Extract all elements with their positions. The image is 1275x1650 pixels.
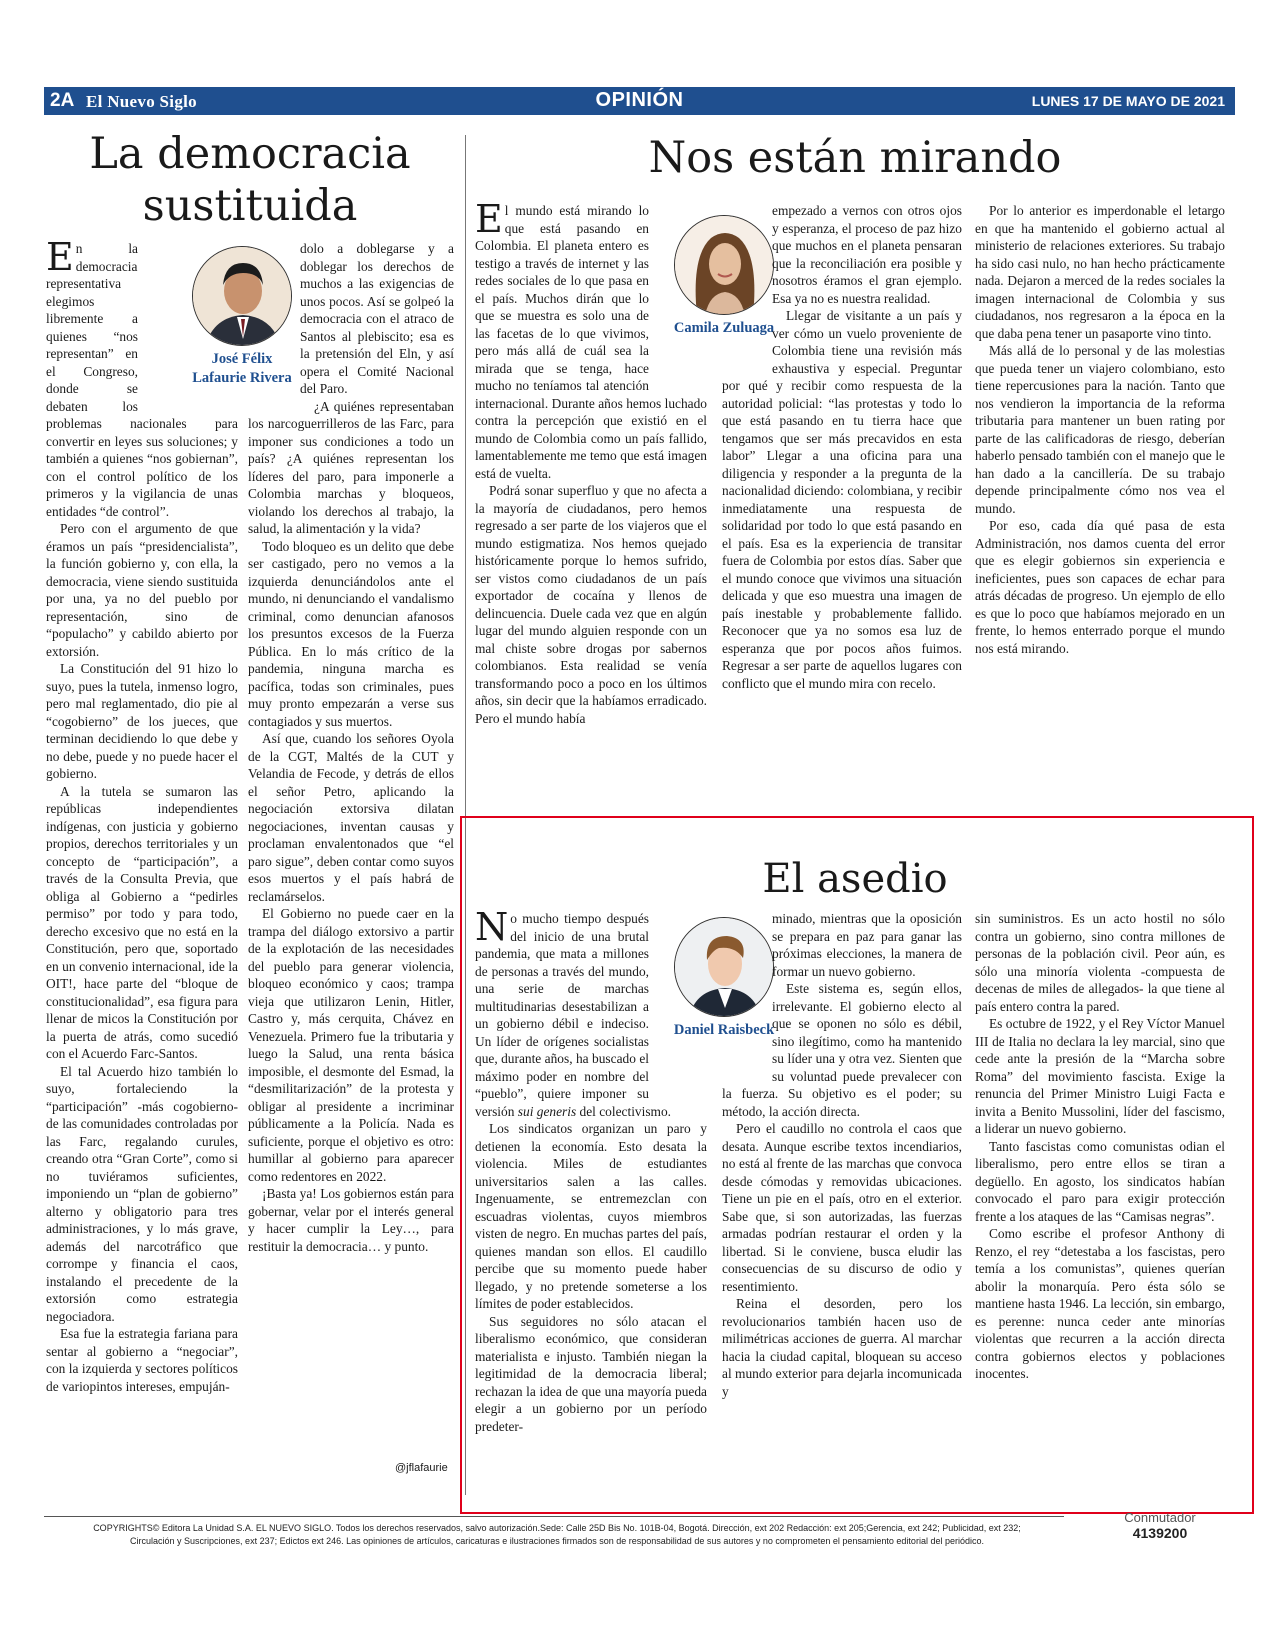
article-3-title: El asedio: [762, 856, 948, 902]
page-header: [44, 87, 1235, 115]
article-3-column-1: No mucho tiempo después del inicio de una brutal pandemia, que mata a millones de personas a través del mundo, una serie de marchas multitudinarias desestabilizan a un gobierno débil e indeciso. Un líder de orígenes socialistas que, durante años, ha buscado el máximo poder en nombre del “pueblo”, quiere imponer su versión sui generis del colectivismo. Los sindicatos organizan un paro y detienen la economía. Esto desata la violencia. Miles de estudiantes universitarios salen a las calles. Ingenuamente, se entremezclan con escuadras violentas, cuyos miembros visten de negro. En muchas partes del país, quienes mandan son ellos. El caudillo percibe que su momento puede haber llegado, y no pretende someterse a los límites de poder establecidos. Sus seguidores no sólo atacan el liberalismo económico, que consideran materialista e injusto. También niegan la legitimidad de la democracia liberal; rechazan la idea de que una mayoría pueda elegir a un gobierno por un período predeter-: [475, 905, 707, 1434]
drop-cap: E: [475, 197, 503, 241]
footer-rule: [44, 1516, 1064, 1517]
switchboard: Conmutador 4139200: [1124, 1510, 1196, 1541]
article-2-title: Nos están mirando: [648, 133, 1062, 183]
article-3-column-2: minado, mientras que la oposición se prepara en paz para ganar las próximas elecciones, la manera de formar un nuevo gobierno. Este sistema es, según ellos, irrelevante. El gobierno electo al que se oponen no sólo es débil, sino ilegítimo, como ha mantenido su líder una y otra vez. Sienten que su voluntad puede prevalecer con la fuerza. Su objetivo es el poder; su método, la acción directa. Pero el caudillo no controla el caos que desata. Aunque escribe textos incendiarios, no está al frente de las marchas que convoca desde cómodas y removidas ubicaciones. Tiene un pie en el país, otro en el exterior. Sabe que, si son autorizadas, las fuerzas armadas podrían restaurar el orden y la libertad. Si le conviene, busca eludir las consecuencias de su discurso de odio y resentimiento. Reina el desorden, pero los revolucionarios también hacen uso de milimétricas acciones de guerra. Al marchar hacia la ciudad capital, bloquean su acceso al mundo exterior para dejarla incomunicada y: [722, 911, 962, 1399]
article-1-title: La democracia sustituida: [89, 129, 411, 231]
section-title: OPINIÓN: [595, 89, 684, 111]
author-name: Camila Zuluaga: [673, 320, 775, 336]
article-1-column-1: En la democracia representativa elegimos libremente a quienes “nos representan” en el Congreso, donde se debaten los problemas nacionales para convertir en leyes sus soluciones; y también a quienes “nos gobiernan”, con el control político de los primeros y la vigilancia de unas entidades “de control”. Pero con el argumento de que éramos un país “presidencialista”, la función gobierno y, con ella, la democracia, viene siendo sustituida por una, ya no del pueblo por representación, sino de “populacho” y cabildo abierto por extorsión. La Constitución del 91 hizo lo suyo, pues la tutela, inmenso logro, pero mal reglamentado, dio pie al “cogobierno” de los jueces, que terminan decidiendo lo que debe y no debe, puede y no puede hacer el gobierno. A la tutela se sumaron las repúblicas independientes indígenas, con justicia y gobierno propios, derechos territoriales y un concepto de “participación”, a través de la Consulta Previa, que obliga al Gobierno a “pedirles permiso” por todo y para todo, derecho excesivo que no está en la Constitución, pero que, soportado en un convenio internacional, ide la OIT!, hace parte del “bloque de constitucionalidad”, esa figura para llenar de micos la Constitución por la puerta de atrás, como sucedió con el Acuerdo Farc-Santos. El tal Acuerdo hizo también lo suyo, fortaleciendo la “participación” -más cogobierno- de las comunidades controladas por las Farc, regalando curules, creando otra “Gran Corte”, como si no tuviéramos suficientes, imponiendo un “plan de gobierno” alterno y obligatorio para tres administraciones, y lo más grave, además del narcotráfico que corrompe y financia el caos, instalando el precedente de la extorsión como estrategia negociadora. Esa fue la estrategia fariana para sentar al gobierno a “negociar”, con la izquierda y sectores políticos de variopintos intereses, empuján-: [46, 235, 238, 1394]
copyright-footer: COPYRIGHTS© Editora La Unidad S.A. EL NUEVO SIGLO. Todos los derechos reservados, salvo autorización.Sede: Calle 25D Bis No. 101B-04, Bogotá. Dirección, ext 202 Redacción: ext 205;Gerencia, ext 242; Publicidad, ext 232; Circulación y Suscripciones, ext 237; Edictos ext 246. Las opiniones de artículos, caricaturas e ilustraciones firmados son de responsabilidad de sus autores y no comprometen el pensamiento editorial del periódico.: [93, 1523, 1021, 1546]
article-2-column-2: empezado a vernos con otros ojos y esperanza, el proceso de paz hizo que muchos en el planeta pensaran que la reconciliación era posible y nosotros éramos el gran ejemplo. Esa ya no es nuestra realidad. Llegar de visitante a un país y ver cómo un vuelo proveniente de Colombia tiene una revisión más exhaustiva y especial. Preguntar por qué y recibir como respuesta de la autoridad policial: “las protestas y todo lo que está pasando en tu tierra hace que tengamos que ser más precavidos en esta labor” Llegar a una oficina para una diligencia y responder a la pregunta de la nacionalidad diciendo: colombiana, y recibir inmediatamente una respuesta de solidaridad por todo lo que está pasando en el país. Esa es la experiencia de transitar fuera de Colombia por estos días. Saber que el mundo conoce que vivimos una situación delicada y que eso muestra una imagen de país inestable y probablemente fallido. Reconocer que ya no somos esa luz de esperanza que por pocos años fuimos. Regresar a ser parte de aquellos lugares con conflicto que el mundo mira con recelo.: [722, 203, 962, 691]
article-2-column-1: El mundo está mirando lo que está pasando en Colombia. El planeta entero es testigo a través de internet y las redes sociales de lo que pasa en el país. Muchos dirán que lo que se muestra es solo una de las facetas de lo que vivimos, pero más allá de cuál sea la mirada que se tenga, hace mucho no teníamos tal atención internacional. Durante años hemos luchado contra la percepción que existió en el mundo de Colombia como un país fallido, lamentablemente me temo que está imagen está de vuelta. Podrá sonar superfluo y que no afecta a la mayoría de ciudadanos, pero hemos regresado a ser parte de los viajeros que el mundo estigmatiza. Nos hemos quejado históricamente porque lo hemos sufrido, ser vistos como ciudadanos de un país exportador de cocaína y llenos de delincuencia. Duele cada vez que en algún lugar del mundo alguien responde con un mal chiste sobre drogas por sabernos colombianos. Esta realidad se venía transformando poco a poco en los últimos años, sin decir que la habíamos erradicado. Pero el mundo había: [475, 197, 707, 726]
author-name: José Félix Lafaurie Rivera: [192, 351, 292, 386]
drop-cap: E: [46, 235, 74, 279]
article-3-column-3: sin suministros. Es un acto hostil no sólo contra un gobierno, sino contra millones de personas de la población civil. Peor aún, es sólo una minoría violenta -compuesta de decenas de miles de allegados- la que tiene al país entero contra la pared. Es octubre de 1922, y el Rey Víctor Manuel III de Italia no declara la ley marcial, sino que cede ante la presión de la “Marcha sobre Roma” del movimiento fascista. Exige la renuncia del Primer Ministro Luigi Facta e invita a Benito Mussolini, líder del fascismo, a liderar un nuevo gobierno. Tanto fascistas como comunistas odian el liberalismo, pero entre ellos se tiran a degüello. En agosto, los sindicatos habían convocado el paro para exigir protección frente a los ataques de las “Camisas negras”. Como escribe el profesor Anthony di Renzo, el rey “detestaba a los fascistas, pero temía a los comunistas”, quienes querían abolir la monarquía. Pero ésta sólo se mantiene hasta 1946. La lección, sin embargo, es perenne: nunca ceder ante minorías violentas que recurren a la acción directa contra gobiernos electos y poblaciones inocentes.: [975, 911, 1225, 1381]
issue-date: LUNES 17 DE MAYO DE 2021: [1031, 93, 1225, 109]
article-1-column-2: dolo a doblegarse y a doblegar los derechos de muchos a las exigencias de unos pocos. Así se golpeó la democracia con el atraco de Santos al plebiscito; esa es la pretensión del Eln, y así opera el Comité Nacional del Paro. ¿A quiénes representaban los narcoguerrilleros de las Farc, para imponer sus condiciones a todo un país? ¿A quiénes representan los líderes del paro, para imponerle a Colombia marchas y bloqueos, violando los derechos al trabajo, la salud, la alimentación y la vida? Todo bloqueo es un delito que debe ser castigado, pero no vemos a la izquierda denunciándolos ante el mundo, ni denunciando el vandalismo criminal, como denuncian afanosos los presuntos excesos de la Fuerza Pública. En lo más crítico de la pandemia, ninguna marcha es pacífica, todas son criminales, pues muy pronto empezarán a verse sus contagiados y sus muertos. Así que, cuando los señores Oyola de la CGT, Maltés de la CUT y Velandia de Fecode, y detrás de ellos el señor Petro, aplicando la negociación extorsiva dilatan negociaciones, inventan causas y proclaman envalentonados que “el paro sigue”, deben contar como suyos esos muertos y el país habrá de reclamárselos. El Gobierno no puede caer en la trampa del diálogo extorsivo a partir de la explotación de las necesidades del pueblo para generar violencia, bloqueo económico y caos; trampa vieja que utilizaron Lenin, Hitler, Castro y, más cerquita, Chávez en Venezuela. Primero fue la tributaria y luego la Salud, una renta básica imposible, el desmonte del Esmad, la “desmilitarización” de la protesta y obligar al presidente a incriminar públicamente a la Policía. Nada es suficiente, porque el objetivo es otro: humillar al gobierno para aparecer como redentores en 2022. ¡Basta ya! Los gobiernos están para gobernar, velar por el interés general y hacer cumplir la Ley…, para restituir la democracia… y punto.: [248, 241, 454, 1254]
article-2-column-3: Por lo anterior es imperdonable el letargo en que ha mantenido el gobierno actual al ministerio de relaciones exteriores. Su trabajo ha sido casi nulo, no han hecho prácticamente nada. Dejaron a merced de la redes sociales la imagen internacional de Colombia y sus ciudadanos, nos regresaron a la época en la que daba pena tener un pasaporte vino tinto. Más allá de lo personal y de las molestias que pueda tener un viajero colombiano, esto tiene repercusiones para la nación. Tanto que nos vendieron la importancia de la reforma tributaria para mantener un buen rating por parte de las calificadoras de riesgo, deberían haberlo pensado también con el manejo que le han dado a la cancillería. De su trabajo depende principalmente cómo nos vea el mundo. Por eso, cada día qué pasa de esta Administración, nos damos cuenta del error que es elegir gobiernos sin experiencia e ineficientes, pues son capaces de echar para atrás décadas de progreso. Un ejemplo de ello es que lo poco que habíamos mejorado en un frente, lo hemos enterrado porque el mundo nos está mirando.: [975, 203, 1225, 656]
page-number: 2A: [50, 90, 75, 111]
author-name: Daniel Raisbeck: [673, 1022, 775, 1038]
drop-cap: N: [475, 905, 509, 949]
author-handle: @jflafaurie: [395, 1462, 448, 1474]
newspaper-brand: El Nuevo Siglo: [86, 92, 197, 111]
